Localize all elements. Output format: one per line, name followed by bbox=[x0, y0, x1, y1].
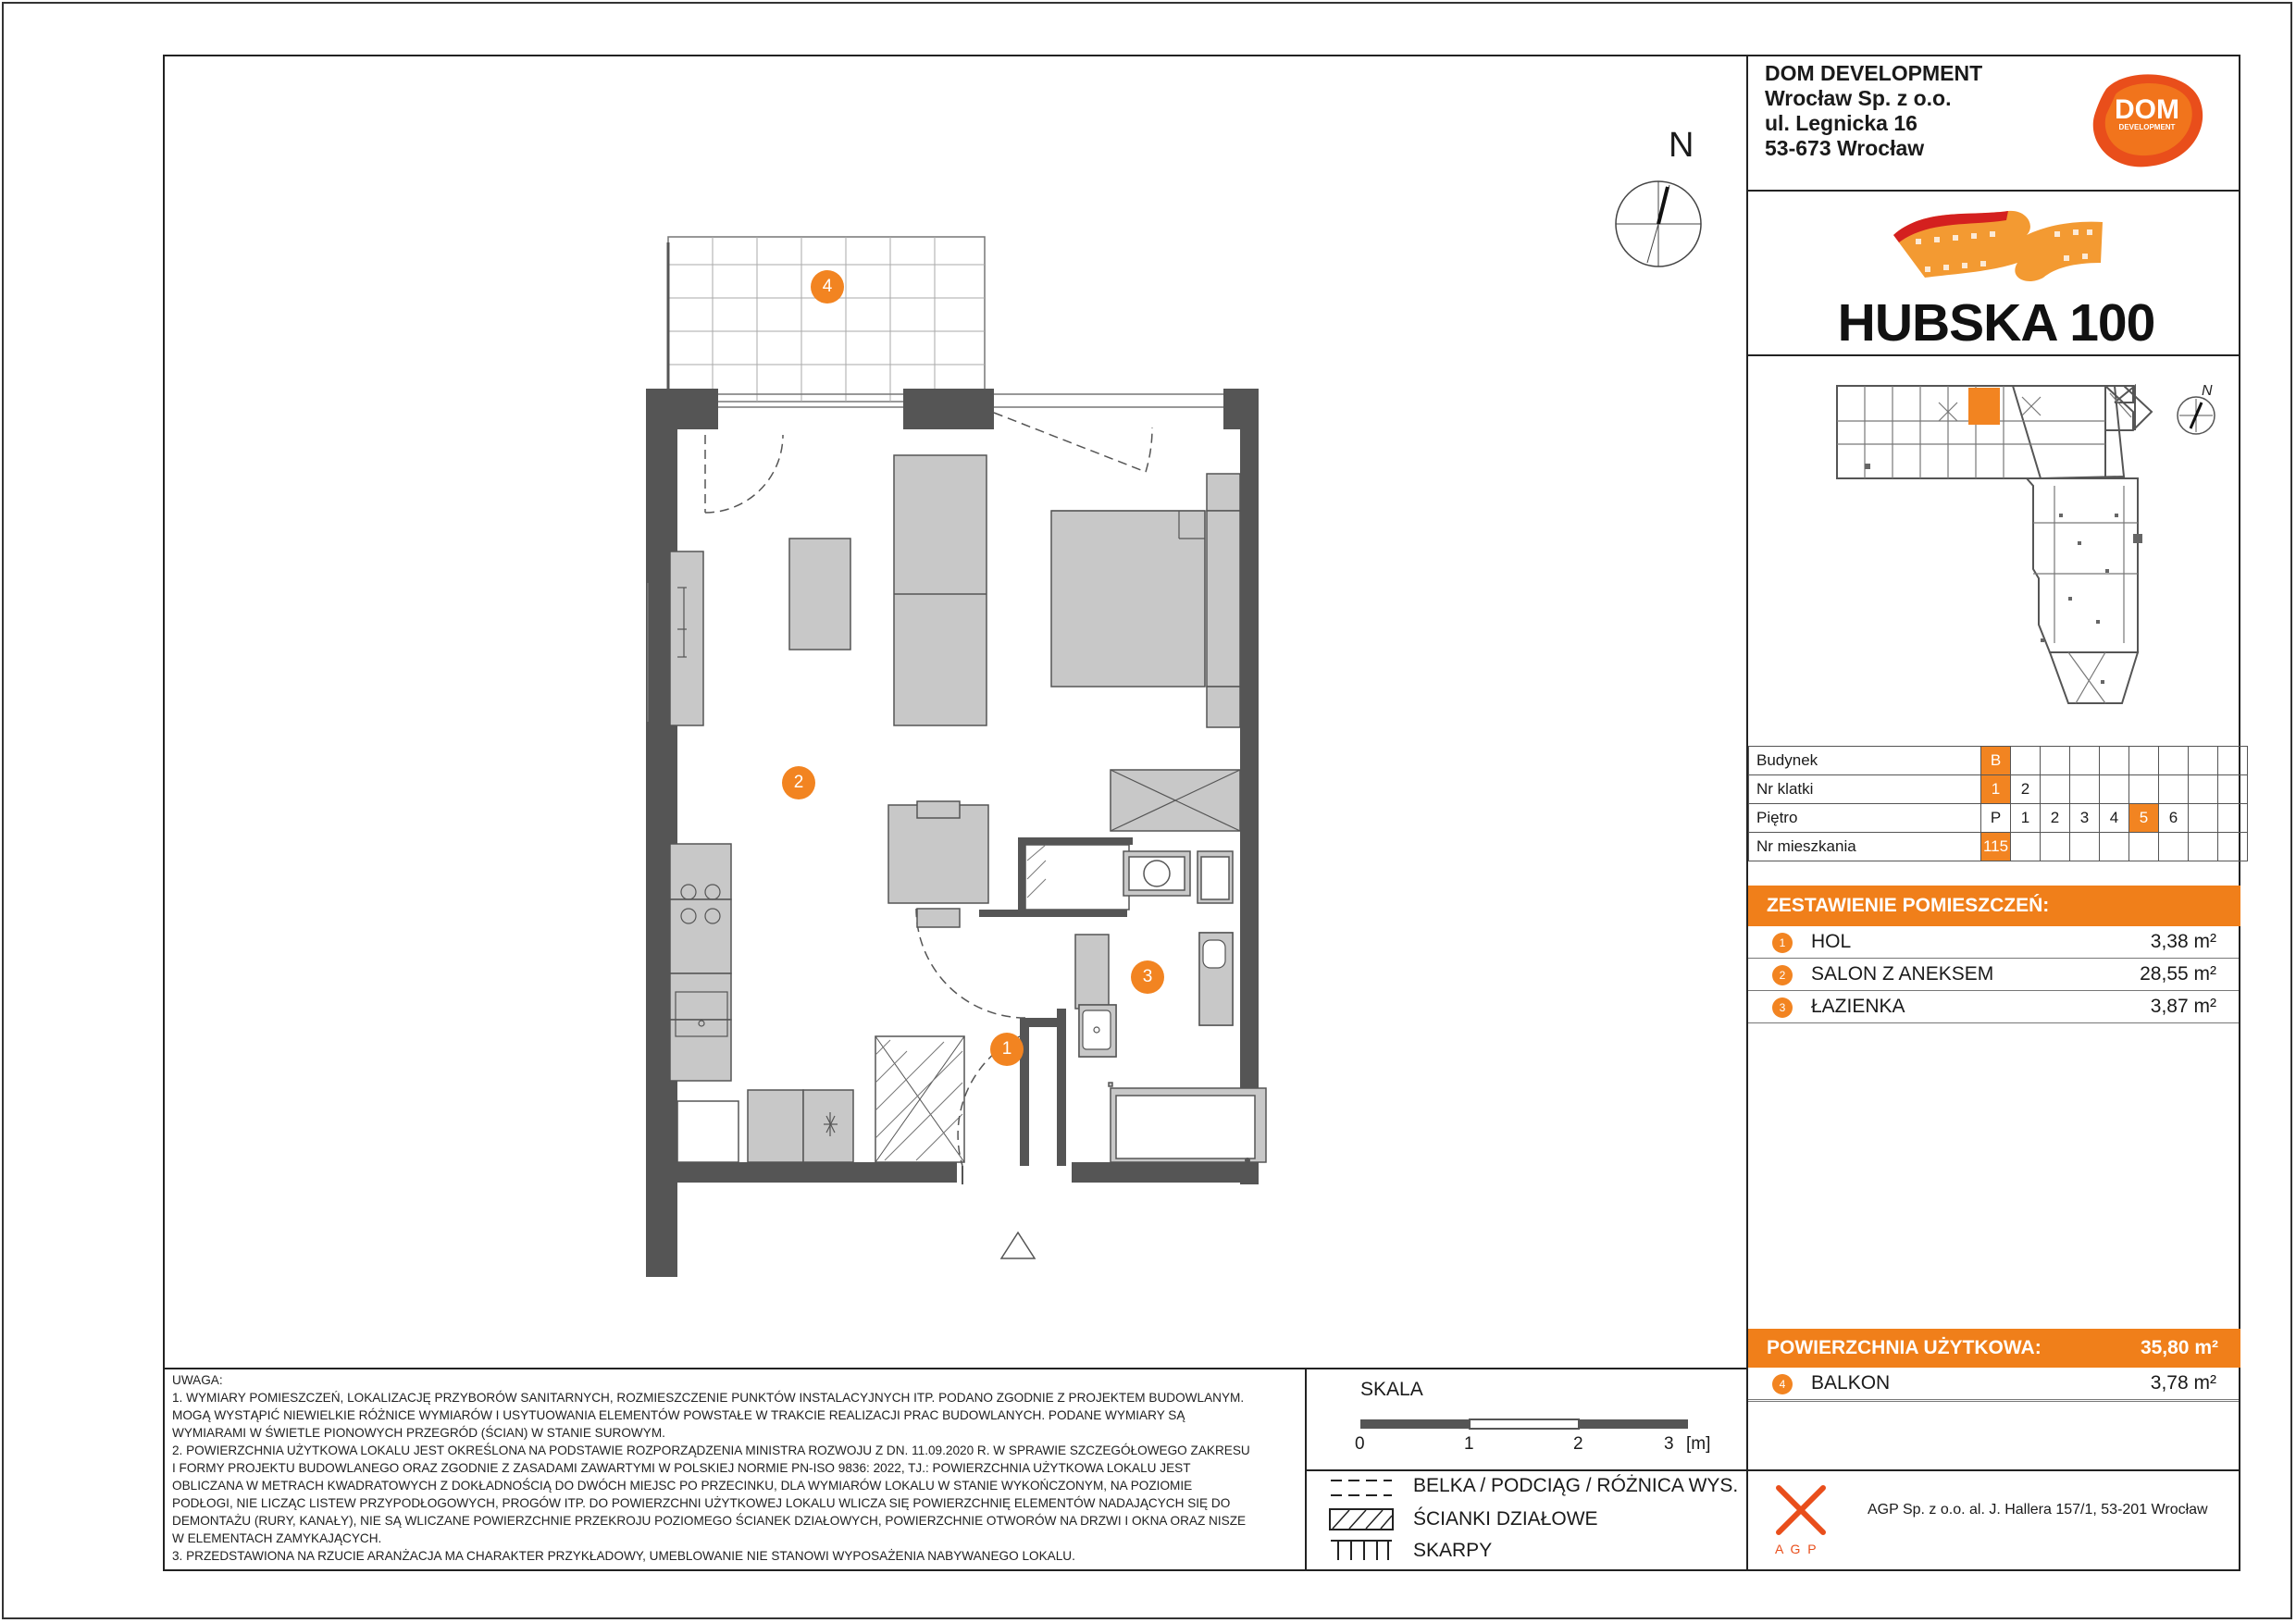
notes-line: OBLICZANA W METRACH KWADRATOWYCH Z DOKŁADNOŚCIĄ DO DWÓCH MIEJSC PO PRZECINKU, DLA WYMIARÓW LOKALU W STANIE WYKOŃCZONYM, NA POZIOMIE bbox=[172, 1479, 1193, 1493]
notes-title: UWAGA: bbox=[172, 1373, 223, 1387]
scale-title: SKALA bbox=[1360, 1379, 1423, 1400]
info-cell bbox=[2129, 747, 2159, 775]
company-line2: Wrocław Sp. z o.o. bbox=[1765, 86, 1952, 110]
balcony-name: BALKON bbox=[1811, 1372, 1891, 1394]
info-cell bbox=[2159, 775, 2189, 804]
film-reel-logo bbox=[1888, 198, 2110, 295]
info-cell: B bbox=[1981, 747, 2011, 775]
info-cell: 2 bbox=[2041, 804, 2070, 833]
info-cell bbox=[2189, 747, 2218, 775]
company-city: 53-673 Wrocław bbox=[1765, 136, 1925, 160]
notes-line: W ELEMENTACH ZAMYKAJĄCYCH. bbox=[172, 1531, 382, 1545]
plan-label-lazienka: 3 bbox=[1131, 960, 1164, 994]
balcony-area: 3,78 m² bbox=[2150, 1372, 2216, 1394]
info-cell bbox=[2070, 747, 2100, 775]
legend-partition-label: ŚCIANKI DZIAŁOWE bbox=[1413, 1508, 1598, 1530]
usable-area-value: 35,80 m² bbox=[2140, 1337, 2218, 1358]
notes-line: PODŁOGI, NIE LICZĄC LISTEW PRZYPODŁOGOWYCH, PROGÓW ITP. DO POWIERZCHNI UŻYTKOWEJ LOKALU WLICZA SIĘ POWIERZCHNIĘ ELEMENTÓW NADAJĄCYCH SIĘ DO bbox=[172, 1496, 1231, 1510]
room-area: 3,38 m² bbox=[2150, 931, 2216, 952]
balcony-number: 4 bbox=[1772, 1374, 1793, 1394]
room-number: 2 bbox=[1772, 965, 1793, 985]
info-row-label: Budynek bbox=[1749, 747, 1981, 775]
info-cell bbox=[2070, 833, 2100, 861]
scale-tick-0: 0 bbox=[1355, 1434, 1365, 1454]
agp-logo-text: A G P bbox=[1775, 1542, 1818, 1556]
info-cell: 3 bbox=[2070, 804, 2100, 833]
info-row bbox=[1749, 747, 2248, 775]
info-cell bbox=[2159, 833, 2189, 861]
company-street: ul. Legnicka 16 bbox=[1765, 111, 1917, 135]
notes-line: 2. POWIERZCHNIA UŻYTKOWA LOKALU JEST OKREŚLONA NA PODSTAWIE ROZPORZĄDZENIA MINISTRA ROZWOJU Z DN. 11.09.2020 R. W SPRAWIE SZCZEGÓŁOWEGO ZAKRESU bbox=[172, 1443, 1250, 1457]
info-cell bbox=[2011, 747, 2041, 775]
room-number: 1 bbox=[1772, 933, 1793, 953]
balcony-area bbox=[668, 237, 985, 402]
legend-partition-icon bbox=[1329, 1508, 1394, 1535]
room-row bbox=[1748, 959, 2239, 991]
room-area: 28,55 m² bbox=[2140, 963, 2216, 985]
unit-info-table bbox=[1748, 746, 2248, 861]
room-name: HOL bbox=[1811, 931, 1852, 952]
plan-label-salon: 2 bbox=[782, 766, 815, 799]
info-cell bbox=[2218, 833, 2248, 861]
info-cell: P bbox=[1981, 804, 2011, 833]
svg-text:DEVELOPMENT: DEVELOPMENT bbox=[2118, 123, 2176, 131]
agp-logo bbox=[1773, 1484, 1829, 1544]
notes-line: 3. PRZEDSTAWIONA NA RZUCIE ARANŻACJA MA CHARAKTER PRZYKŁADOWY, UMEBLOWANIE NIE STANOWI WYPOSAŻENIA NABYWANEGO LOKALU. bbox=[172, 1549, 1075, 1563]
divider bbox=[1746, 354, 2240, 356]
info-cell bbox=[2189, 804, 2218, 833]
info-cell bbox=[2011, 833, 2041, 861]
room-name: ŁAZIENKA bbox=[1811, 996, 1905, 1017]
svg-text:DOM: DOM bbox=[2115, 94, 2179, 125]
info-row-label: Nr mieszkania bbox=[1749, 833, 1981, 861]
plan-label-hol: 1 bbox=[990, 1033, 1024, 1066]
info-cell bbox=[2100, 747, 2129, 775]
notes-line: DEMONTAŻU (RURY, KANAŁY), NIE SĄ WLICZANE POWIERZCHNIE PRZEKROJU POZIOMEGO ŚCIANEK DZIAŁOWYCH, POWIERZCHNIE OTWORÓW NA DRZWI I OKNA ORAZ NISZE bbox=[172, 1514, 1247, 1528]
info-row-label: Nr klatki bbox=[1749, 775, 1981, 804]
company-address bbox=[1765, 61, 1982, 161]
divider bbox=[163, 1368, 1748, 1369]
divider bbox=[1305, 1469, 2240, 1471]
scale-tick-1: 1 bbox=[1464, 1434, 1474, 1454]
info-cell bbox=[2129, 833, 2159, 861]
scale-tick-2: 2 bbox=[1573, 1434, 1583, 1454]
scale-bar bbox=[1359, 1418, 1710, 1464]
notes-line: 1. WYMIARY POMIESZCZEŃ, LOKALIZACJĘ PRZYBORÓW SANITARNYCH, ROZMIESZCZENIE PUNKTÓW INSTALACYJNYCH ITP. PODANO ZGODNIE Z PROJEKTEM BUDOWLANYM. bbox=[172, 1391, 1245, 1405]
compass-north-label: N bbox=[1669, 126, 1694, 165]
agp-address: AGP Sp. z o.o. al. J. Hallera 157/1, 53-201 Wrocław bbox=[1868, 1502, 2208, 1518]
divider bbox=[1748, 1400, 2239, 1402]
info-cell: 115 bbox=[1981, 833, 2011, 861]
key-plan bbox=[1828, 375, 2235, 731]
info-cell bbox=[2041, 833, 2070, 861]
room-row bbox=[1748, 926, 2239, 959]
info-cell: 2 bbox=[2011, 775, 2041, 804]
info-row-label: Piętro bbox=[1749, 804, 1981, 833]
notes-line: I FORMY PROJEKTU BUDOWLANEGO ORAZ ZGODNIE Z ZASADAMI ZAWARTYMI W POLSKIEJ NORMIE PN-ISO 9836: 2022, TJ.: POWIERZCHNIA UŻYTKOWA LOKALU JEST bbox=[172, 1461, 1191, 1475]
rooms-header: ZESTAWIENIE POMIESZCZEŃ: bbox=[1748, 886, 2240, 926]
divider bbox=[1746, 190, 2240, 192]
notes-line: MOGĄ WYSTĄPIĆ NIEWIELKIE RÓŻNICE WYMIARÓW I USYTUOWANIA ELEMENTÓW POWSTAŁE W TRAKCIE REALIZACJI PRAC BUDOWLANYCH. PODANE WYMIARY SĄ bbox=[172, 1408, 1185, 1422]
room-area: 3,87 m² bbox=[2150, 996, 2216, 1017]
info-cell: 4 bbox=[2100, 804, 2129, 833]
info-cell: 1 bbox=[2011, 804, 2041, 833]
info-cell bbox=[2100, 833, 2129, 861]
info-cell bbox=[2218, 747, 2248, 775]
usable-area-label: POWIERZCHNIA UŻYTKOWA: bbox=[1767, 1337, 2042, 1358]
info-cell bbox=[2041, 775, 2070, 804]
info-cell bbox=[2129, 775, 2159, 804]
compass-icon bbox=[1612, 178, 1705, 275]
info-row bbox=[1749, 833, 2248, 861]
plan-label-balkon: 4 bbox=[811, 270, 844, 304]
info-cell: 5 bbox=[2129, 804, 2159, 833]
info-cell: 6 bbox=[2159, 804, 2189, 833]
info-cell bbox=[2100, 775, 2129, 804]
room-row bbox=[1748, 991, 2239, 1023]
notes bbox=[172, 1371, 1297, 1565]
company-name: DOM DEVELOPMENT bbox=[1765, 61, 1983, 85]
scale-unit: [m] bbox=[1686, 1434, 1711, 1454]
notes-body bbox=[172, 1389, 1297, 1565]
info-cell bbox=[2189, 775, 2218, 804]
info-row bbox=[1749, 804, 2248, 833]
svg-text:N: N bbox=[2202, 383, 2213, 399]
info-cell bbox=[2218, 775, 2248, 804]
legend-slope-icon bbox=[1329, 1538, 1394, 1567]
dom-development-logo bbox=[2090, 70, 2210, 177]
scale-tick-3: 3 bbox=[1664, 1434, 1674, 1454]
info-cell bbox=[2189, 833, 2218, 861]
legend-beam-label: BELKA / PODCIĄG / RÓŻNICA WYS. bbox=[1413, 1475, 1739, 1496]
project-title: HUBSKA 100 bbox=[1837, 293, 2155, 353]
legend-beam-icon bbox=[1329, 1477, 1394, 1504]
info-cell bbox=[2218, 804, 2248, 833]
room-number: 3 bbox=[1772, 997, 1793, 1018]
info-cell bbox=[2159, 747, 2189, 775]
info-cell: 1 bbox=[1981, 775, 2011, 804]
balcony-row bbox=[1748, 1368, 2239, 1400]
legend-slope-label: SKARPY bbox=[1413, 1540, 1493, 1561]
info-row bbox=[1749, 775, 2248, 804]
notes-line: WYMIARAMI W ŚWIETLE PIONOWYCH PRZEGRÓD (ŚCIAN) W STANIE SUROWYM. bbox=[172, 1426, 665, 1440]
floor-plan bbox=[639, 222, 1305, 1282]
info-cell bbox=[2041, 747, 2070, 775]
info-cell bbox=[2070, 775, 2100, 804]
usable-area-bar bbox=[1748, 1329, 2240, 1368]
room-name: SALON Z ANEKSEM bbox=[1811, 963, 1994, 985]
